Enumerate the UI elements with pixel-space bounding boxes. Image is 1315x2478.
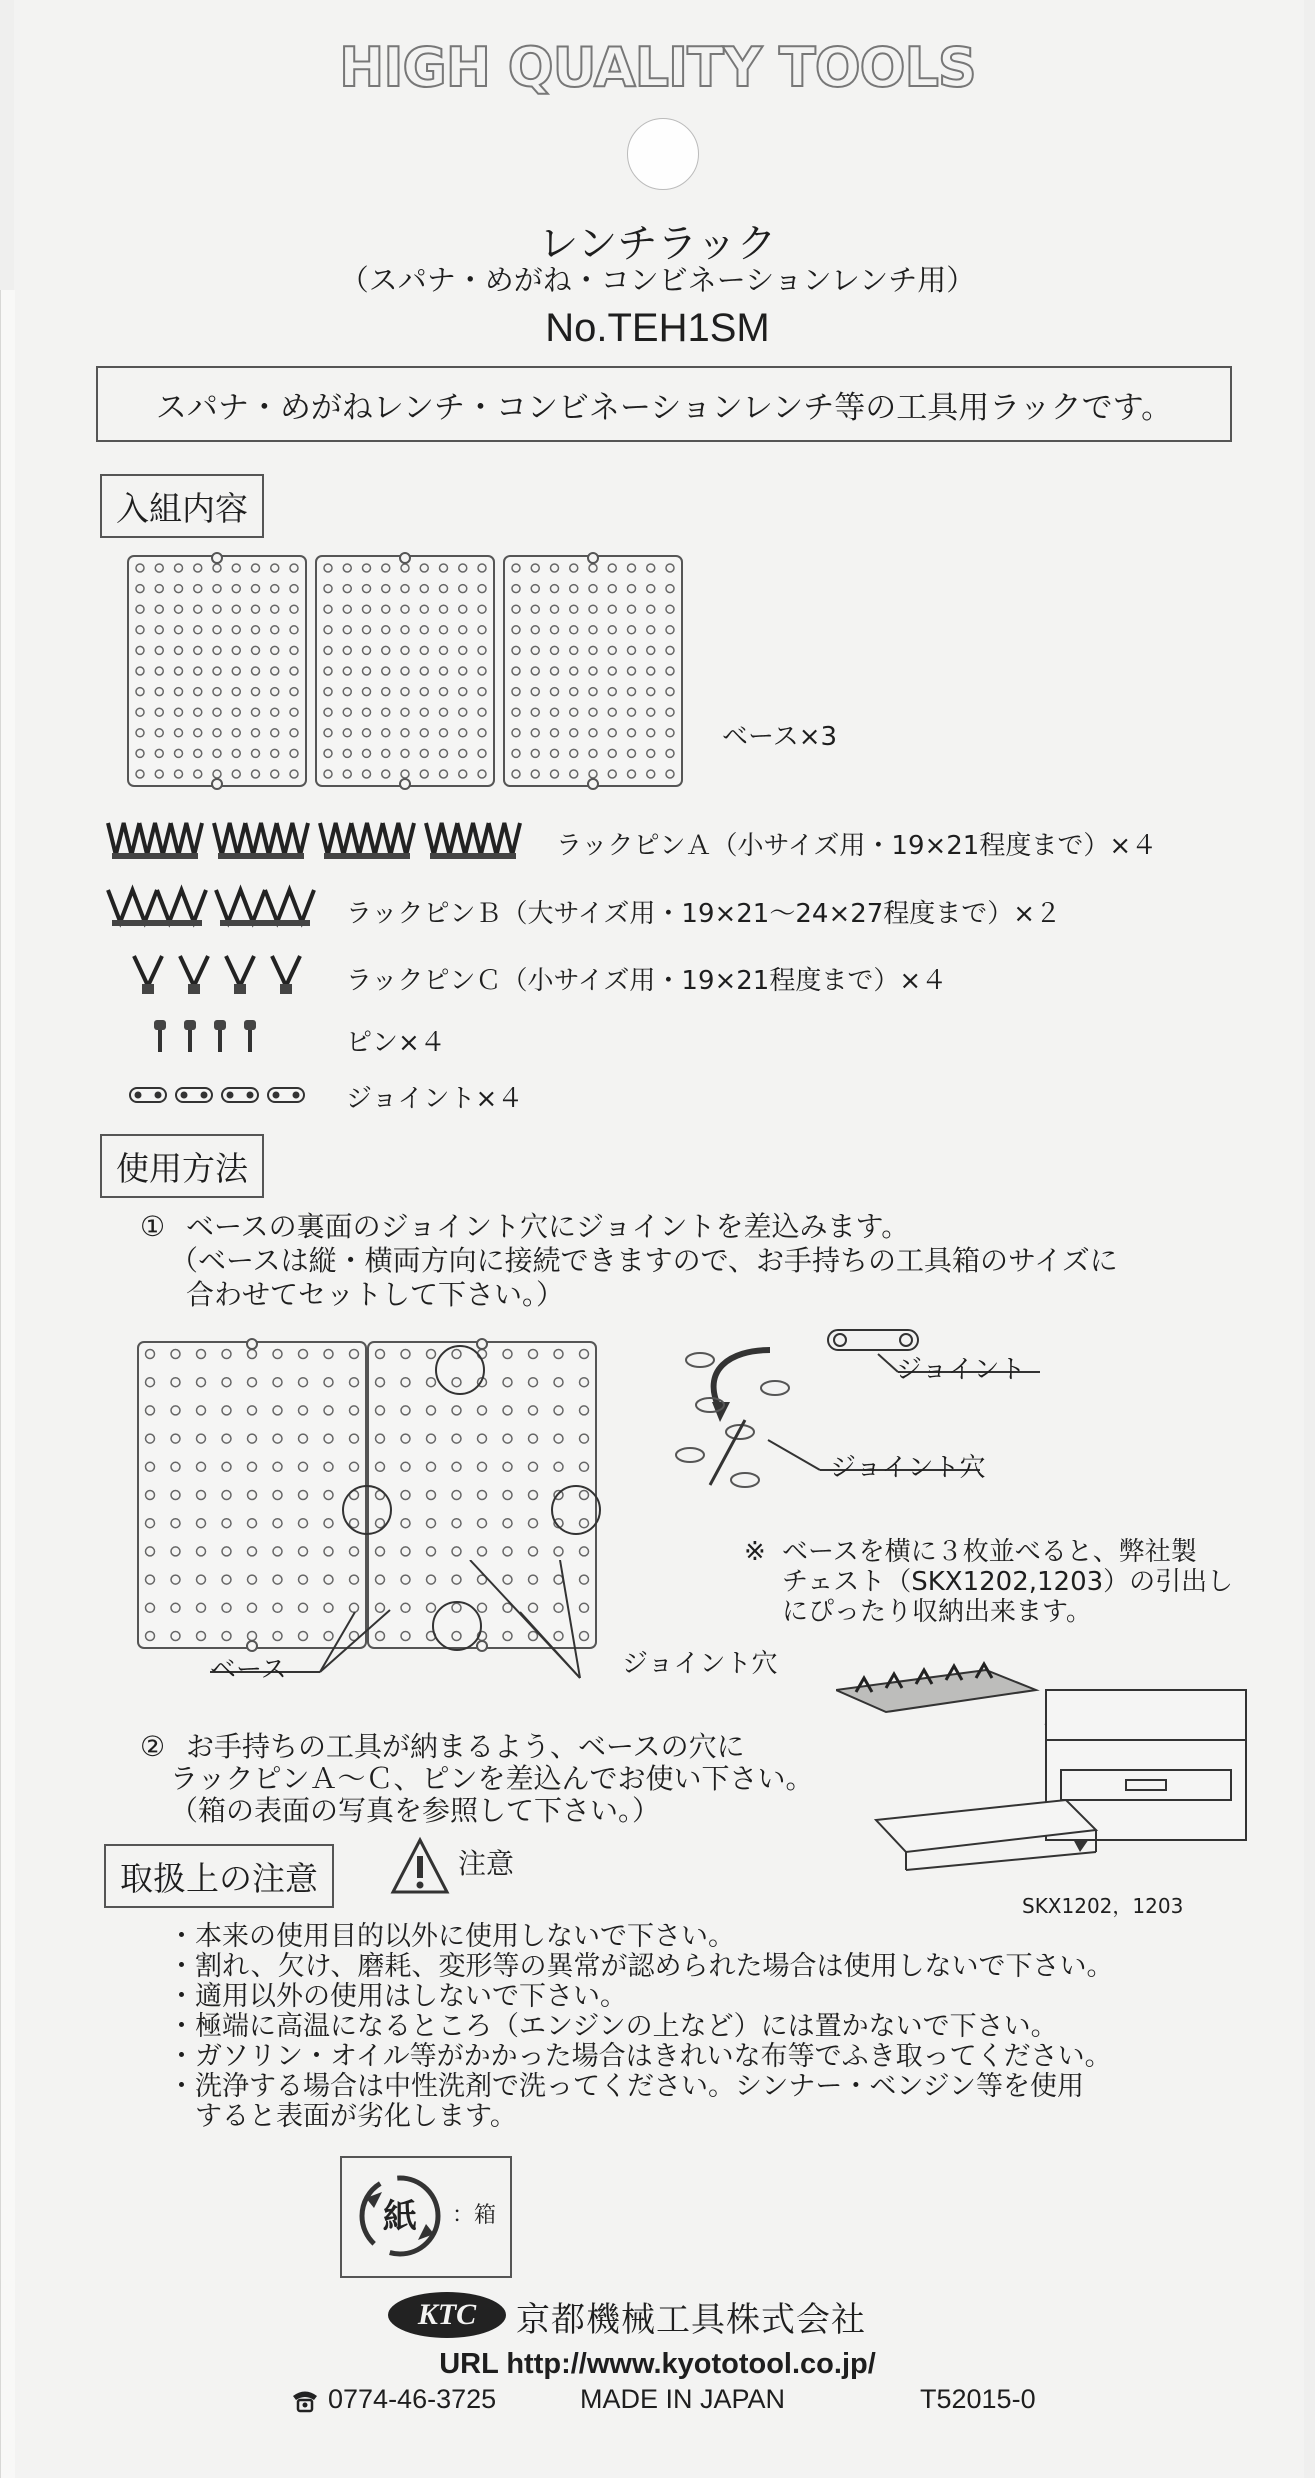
pin-icons: [148, 1016, 278, 1058]
care-item-2: ・割れ、欠け、磨耗、変形等の異常が認められた場合は使用しないで下さい。: [168, 1951, 1114, 1982]
note-mark: ※: [744, 1537, 766, 1567]
step1-line2: （ベースは縦・横両方向に接続できますので、お手持ちの工具箱のサイズに: [170, 1244, 1118, 1277]
base-plate: [128, 553, 306, 789]
phone-number: 0774-46-3725: [328, 2384, 497, 2414]
care-item-1: ・本来の使用目的以外に使用しないで下さい。: [168, 1921, 735, 1952]
intro-text: スパナ・めがねレンチ・コンビネーションレンチ等の工具用ラックです。: [155, 389, 1173, 426]
intro-box: [96, 366, 1232, 442]
handling-heading-label: 取扱上の注意: [120, 1858, 318, 1898]
paper-recycle-icon: [352, 2168, 448, 2264]
care-item-7: すると表面が劣化します。: [168, 2101, 517, 2132]
joint-part: [828, 1330, 918, 1350]
chest-model: SKX1202，1203: [1022, 1894, 1184, 1918]
label-joint: ジョイント: [896, 1355, 1026, 1385]
phone-icon: [290, 2388, 320, 2414]
left-edge: [0, 290, 15, 2478]
joint-icon: [130, 1088, 166, 1102]
note-line3: にぴったり収納出来ます。: [782, 1597, 1092, 1627]
step2-line2: ラックピンＡ～Ｃ、ピンを差込んでお使い下さい。: [170, 1762, 814, 1795]
hang-hole: [627, 118, 699, 190]
label-joint-hole: ジョイント穴: [830, 1453, 986, 1483]
product-subtitle: （スパナ・めがね・コンビネーションレンチ用）: [339, 263, 976, 297]
step2-line3: （箱の表面の写真を参照して下さい。）: [170, 1794, 661, 1827]
tool-chest: [876, 1690, 1246, 1870]
recycle-label: ：箱: [452, 2203, 497, 2228]
step1-line1: ベースの裏面のジョイント穴にジョイントを差込みます。: [186, 1210, 910, 1243]
label-joint-hole-2: ジョイント穴: [622, 1649, 778, 1679]
rack-pin-b-icons: [104, 882, 324, 934]
care-item-3: ・適用以外の使用はしないで下さい。: [168, 1981, 627, 2012]
step1-line3: 合わせてセットして下さい。）: [186, 1278, 565, 1311]
care-item-6: ・洗浄する場合は中性洗剤で洗ってください。シンナー・ベンジン等を使用: [168, 2071, 1084, 2102]
joint-icons: [126, 1082, 316, 1110]
rack-pin-c-icon: [272, 956, 300, 994]
care-item-5: ・ガソリン・オイル等がかかった場合はきれいな布等でふき取ってください。: [168, 2041, 1112, 2072]
handling-heading: [104, 1844, 334, 1908]
caution-triangle-icon: [390, 1836, 450, 1896]
base-plate: [316, 553, 494, 789]
product-code: T52015-0: [920, 2384, 1036, 2414]
rack-pin-c-icon: [180, 956, 208, 994]
tray-with-pins: [836, 1664, 1036, 1712]
rack-pin-b-icon: [216, 890, 314, 926]
ktc-logo-text: KTC: [417, 2298, 477, 2331]
pin-icon: [154, 1020, 166, 1052]
company-name: 京都機械工具株式会社: [516, 2300, 866, 2340]
label-base: ベース: [210, 1655, 287, 1685]
contents-heading-label: 入組内容: [116, 488, 248, 528]
step2-line1: お手持ちの工具が納まるよう、ベースの穴に: [186, 1730, 745, 1763]
note-line2: チェスト（SKX1202,1203）の引出し: [782, 1567, 1234, 1597]
rack-pin-c-icons: [128, 950, 318, 1002]
item-pin: ピン×４: [346, 1028, 446, 1058]
care-item-4: ・極端に高温になるところ（エンジンの上など）には置かないで下さい。: [168, 2011, 1058, 2042]
joint-icon: [222, 1088, 258, 1102]
joint-icon: [176, 1088, 212, 1102]
model-number: No.TEH1SM: [545, 306, 770, 350]
tool-chest-illustration: [836, 1630, 1256, 1890]
usage-heading: [100, 1134, 264, 1198]
base-label: ベース×3: [722, 722, 838, 752]
rack-pin-a-icon: [426, 823, 520, 859]
rack-pin-b-icon: [108, 890, 206, 926]
item-rack-pin-c: ラックピンＣ（小サイズ用・19×21程度まで）×４: [346, 966, 948, 996]
note-line1: ベースを横に３枚並べると、弊社製: [782, 1537, 1197, 1567]
rack-pin-a-icons: [104, 815, 534, 870]
joint-icon: [268, 1088, 304, 1102]
company-url: URL http://www.kyototool.co.jp/: [439, 2348, 876, 2380]
product-name: レンチラック: [538, 221, 777, 267]
item-rack-pin-b: ラックピンＢ（大サイズ用・19×21～24×27程度まで）×２: [346, 899, 1062, 929]
item-rack-pin-a: ラックピンＡ（小サイズ用・19×21程度まで）×４: [556, 831, 1158, 861]
rack-pin-c-icon: [134, 956, 162, 994]
pin-icon: [184, 1020, 196, 1052]
base-plates-figure: [120, 552, 700, 794]
base-plate: [504, 553, 682, 789]
rack-pin-a-icon: [108, 823, 202, 859]
step2-number: ②: [140, 1730, 166, 1763]
caution-label: 注意: [458, 1847, 515, 1880]
pin-icon: [244, 1020, 256, 1052]
rack-pin-c-icon: [226, 956, 254, 994]
pin-icon: [214, 1020, 226, 1052]
step1-number: ①: [140, 1210, 166, 1243]
contents-heading: [100, 474, 264, 538]
ktc-logo: [388, 2292, 506, 2338]
item-joint: ジョイント×４: [346, 1084, 524, 1114]
leader-lines: [140, 1560, 820, 1720]
made-in: MADE IN JAPAN: [580, 2384, 786, 2414]
brand-banner: HIGH QUALITY TOOLS: [339, 36, 976, 99]
paper-mark-text: 紙: [383, 2197, 417, 2237]
rack-pin-a-icon: [320, 823, 414, 859]
rack-pin-a-icon: [214, 823, 308, 859]
usage-heading-label: 使用方法: [116, 1148, 248, 1188]
